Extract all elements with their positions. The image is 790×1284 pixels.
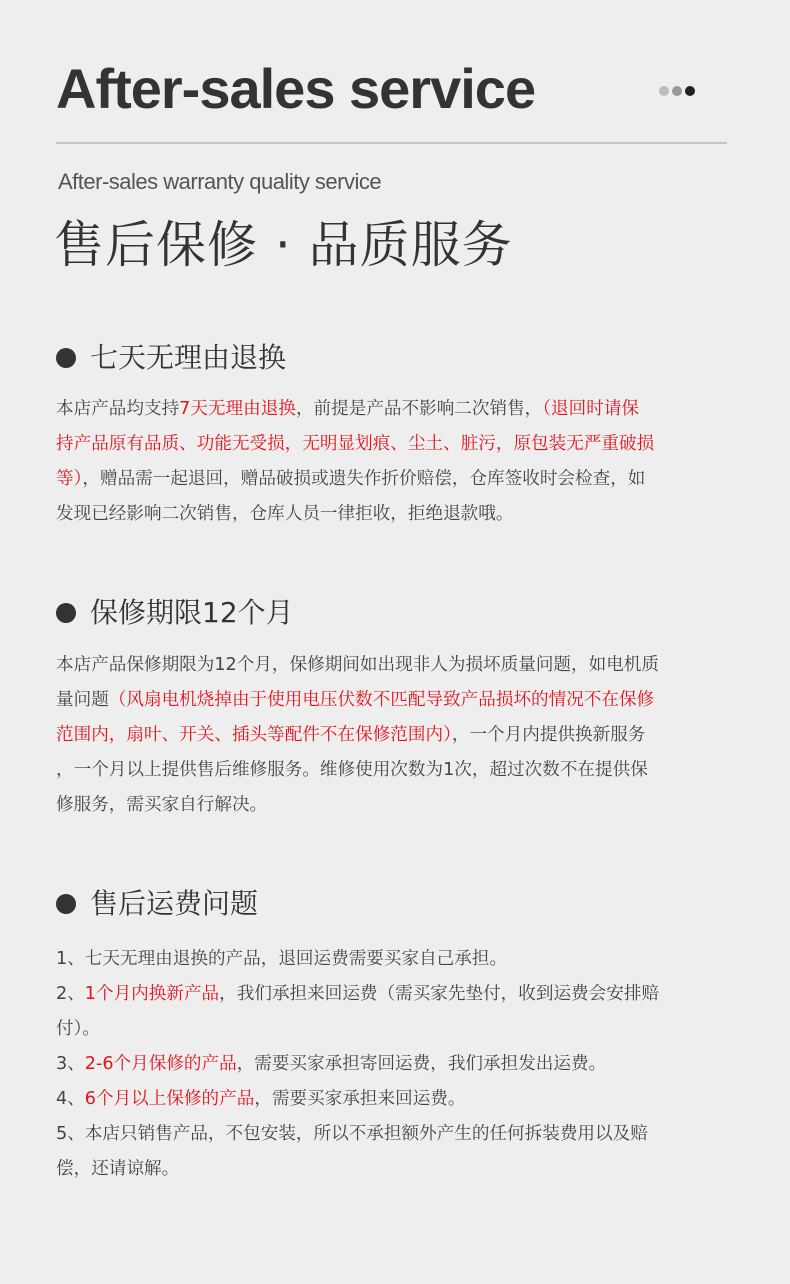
dot-icon	[685, 86, 695, 96]
highlight-text: 2-6个月保修的产品	[84, 1054, 237, 1074]
page-title-cn: 售后保修 · 品质服务	[54, 216, 513, 274]
pagination-dots	[659, 86, 695, 96]
body-text: 修服务，需买家自行解决。	[56, 795, 268, 815]
section-shipping-title: 售后运费问题	[90, 887, 259, 920]
body-text: ，前提是产品不影响二次销售，	[295, 399, 543, 419]
text-line	[56, 427, 732, 462]
body-text: 4、	[56, 1089, 85, 1109]
section-shipping-header	[56, 884, 258, 924]
text-line	[56, 1012, 732, 1047]
body-text: 1、七天无理由退换的产品，退回运费需要买家自己承担。	[56, 949, 508, 969]
section-return-text	[56, 392, 732, 532]
body-text: 发现已经影响二次销售，仓库人员一律拒收，拒绝退款哦。	[56, 504, 514, 524]
section-warranty-title: 保修期限12个月	[90, 596, 294, 629]
section-shipping-text	[56, 942, 732, 1187]
page-subtitle-en: After-sales warranty quality service	[58, 169, 382, 194]
text-line	[56, 1082, 732, 1117]
dot-icon	[659, 86, 669, 96]
highlight-text: （退回时请保	[542, 399, 640, 419]
section-return-header	[56, 338, 286, 378]
highlight-text: 7天无理由退换	[179, 399, 296, 419]
body-text: 偿，还请谅解。	[56, 1159, 180, 1179]
text-line	[56, 1152, 732, 1187]
section-warranty-text	[56, 648, 732, 823]
page-title-en: After-sales service	[56, 57, 536, 120]
body-text: 付）。	[56, 1019, 100, 1039]
body-text: ，需要买家承担来回运费。	[254, 1089, 466, 1109]
header-divider	[56, 142, 727, 144]
body-text: ，我们承担来回运费（需买家先垫付，收到运费会安排赔	[219, 984, 660, 1004]
body-text: 本店产品均支持	[56, 399, 180, 419]
body-text: 5、本店只销售产品，不包安装，所以不承担额外产生的任何拆装费用以及赔	[56, 1124, 648, 1144]
body-text: 本店产品保修期限为12个月，保修期间如出现非人为损坏质量问题，如电机质	[56, 655, 659, 675]
text-line	[56, 683, 732, 718]
text-line	[56, 753, 732, 788]
text-line	[56, 942, 732, 977]
text-line	[56, 788, 732, 823]
body-text: ，一个月内提供换新服务	[451, 725, 646, 745]
body-text: ，赠品需一起退回，赠品破损或遗失作折价赔偿，仓库签收时会检查，如	[82, 469, 646, 489]
highlight-text: 持产品原有品质、功能无受损，无明显划痕、尘土、脏污，原包装无严重破损	[56, 434, 655, 454]
text-line	[56, 462, 732, 497]
body-text: 量问题	[56, 690, 109, 710]
section-return-title: 七天无理由退换	[90, 341, 287, 374]
text-line	[56, 1117, 732, 1152]
text-line	[56, 497, 732, 532]
bullet-icon	[56, 894, 76, 914]
highlight-text: 6个月以上保修的产品	[84, 1089, 255, 1109]
highlight-text: （风扇电机烧掉由于使用电压伏数不匹配导致产品损坏的情况不在保修	[108, 690, 655, 710]
dot-icon	[672, 86, 682, 96]
highlight-text: 范围内，扇叶、开关、插头等配件不在保修范围内）	[56, 725, 452, 745]
body-text: ，需要买家承担寄回运费，我们承担发出运费。	[236, 1054, 607, 1074]
body-text: 3、	[56, 1054, 85, 1074]
text-line	[56, 977, 732, 1012]
text-line	[56, 718, 732, 753]
section-warranty-header	[56, 593, 294, 633]
body-text: ，一个月以上提供售后维修服务。维修使用次数为1次，超过次数不在提供保	[56, 760, 648, 780]
text-line	[56, 1047, 732, 1082]
bullet-icon	[56, 603, 76, 623]
body-text: 2、	[56, 984, 85, 1004]
highlight-text: 1个月内换新产品	[84, 984, 220, 1004]
highlight-text: 等）	[56, 469, 83, 489]
text-line	[56, 392, 732, 427]
text-line	[56, 648, 732, 683]
bullet-icon	[56, 348, 76, 368]
